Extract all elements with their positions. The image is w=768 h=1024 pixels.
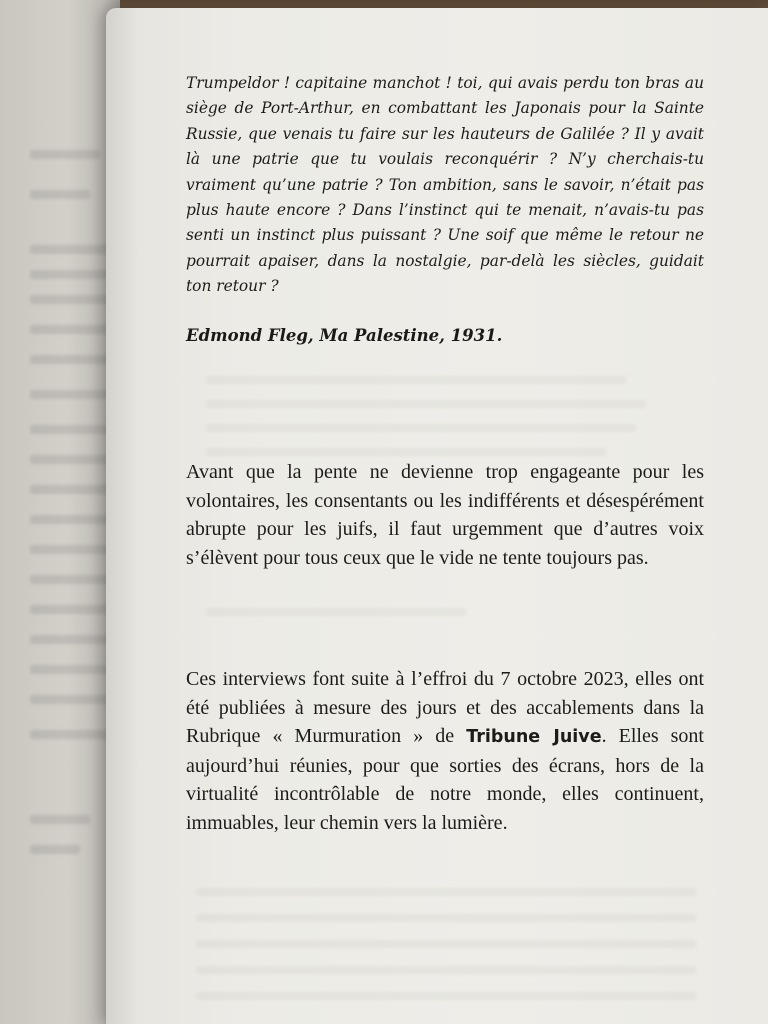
show-through-text bbox=[196, 888, 696, 896]
show-through-text bbox=[206, 608, 466, 616]
show-through-text bbox=[206, 448, 606, 456]
book-page bbox=[106, 8, 768, 1024]
epigraph-attribution: Edmond Fleg, Ma Palestine, 1931. bbox=[186, 326, 503, 345]
left-page-bleed-text bbox=[30, 190, 90, 199]
left-page-bleed-text bbox=[30, 815, 90, 824]
show-through-text bbox=[196, 966, 696, 974]
left-page-bleed-text bbox=[30, 845, 80, 854]
paragraph-2-text-start: Ces interviews font suite à l’effroi du 7 octobre 2023, elles ont été publiées à mesure des jours et des accablements dans la Rubrique « Murmuration » de bbox=[186, 668, 704, 747]
show-through-text bbox=[206, 400, 646, 408]
show-through-text bbox=[196, 992, 696, 1000]
body-paragraph-2 bbox=[186, 665, 704, 837]
show-through-text bbox=[196, 914, 696, 922]
left-page-bleed-text bbox=[30, 150, 100, 159]
show-through-text bbox=[206, 376, 626, 384]
body-paragraph-1: Avant que la pente ne devienne trop engageante pour les volontaires, les consentants ou les indifférents et désespérément abrupte pour les juifs, il faut urgemment que d’autres voix s’élèvent pour tous ceux que le vide ne tente toujours pas. bbox=[186, 461, 704, 569]
show-through-text bbox=[206, 424, 636, 432]
epigraph-quote: Trumpeldor ! capitaine manchot ! toi, qui avais perdu ton bras au siège de Port-Arthur, en combattant les Japonais pour la Sainte Russie, que venais tu faire sur les hauteurs de Galilée ? Il y avait là une patrie que tu voulais reconquérir ? N’y cherchais-tu vraiment qu’une patrie ? Ton ambition, sans le savoir, n’était pas plus haute encore ? Dans l’instinct qui te menait, n’avais-tu pas senti un instinct plus puissant ? Une soif que même le retour ne pourrait apaiser, dans la nostalgie, par-delà les siècles, guidait ton retour ? bbox=[186, 74, 704, 296]
left-facing-page bbox=[0, 0, 120, 1024]
paragraph-2-text-end: . Elles sont aujourd’hui réunies, pour que sorties des écrans, hors de la virtualité incontrôlable de notre monde, elles continuent, immuables, leur chemin vers la lumière. bbox=[186, 725, 704, 834]
show-through-text bbox=[196, 940, 696, 948]
publication-name: Tribune Juive bbox=[466, 727, 602, 747]
